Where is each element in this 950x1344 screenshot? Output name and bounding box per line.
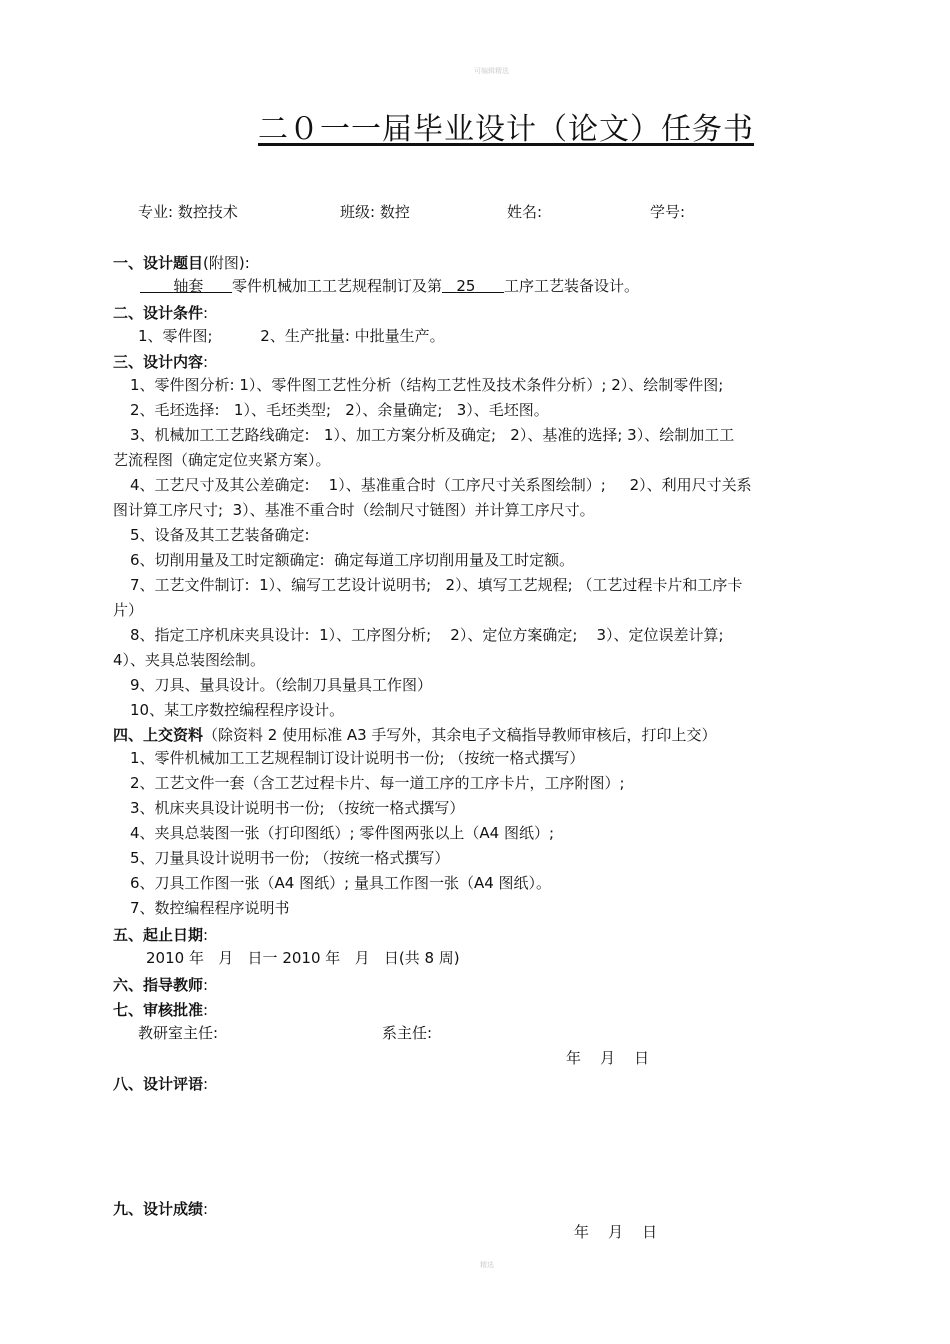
section-8-heading-note: : — [203, 1075, 209, 1093]
section-9-heading-text: 九、设计成绩 — [113, 1200, 204, 1218]
design-topic-line — [140, 274, 639, 299]
content-line-8: 8、指定工序机床夹具设计: 1）、工序图分析; 2）、定位方案确定; 3）、定位误差计算; — [130, 626, 724, 644]
topic-middle: 零件机械加工工艺规程制订及第 — [232, 277, 443, 295]
section-3-heading — [113, 351, 208, 372]
watermark-top: 可编辑精选 — [474, 67, 509, 75]
content-line-7-cont: 片） — [113, 601, 144, 619]
section-6-heading-text: 六、指导教师 — [113, 976, 204, 994]
content-line-5: 5、设备及其工艺装备确定: — [130, 526, 310, 544]
deliverable-line-2: 2、工艺文件一套（含工艺过程卡片、每一道工序的工序卡片，工序附图）; — [130, 774, 625, 792]
content-line-4-cont: 图计算工序尺寸; 3）、基准不重合时（绘制尺寸链图）并计算工序尺寸。 — [113, 501, 595, 519]
section-7-heading-note: : — [203, 1001, 209, 1019]
content-line-4: 4、工艺尺寸及其公差确定: 1）、基准重合时（工序尺寸关系图绘制）; 2）、利用尺寸关系 — [130, 476, 752, 494]
section-2-heading-text: 二、设计条件 — [113, 304, 204, 322]
design-conditions-line: 1、零件图; 2、生产批量: 中批量生产。 — [138, 327, 445, 345]
approval-date: 年 月 日 — [566, 1049, 650, 1067]
dean-signature-label: 系主任: — [382, 1024, 433, 1042]
content-line-7: 7、工艺文件制订: 1）、编写工艺设计说明书; 2）、填写工艺规程; （工艺过程卡片和工序卡 — [130, 576, 743, 594]
section-6-heading-note: : — [203, 976, 209, 994]
content-line-9: 9、刀具、量具设计。（绘制刀具量具工作图） — [130, 676, 433, 694]
deliverable-line-6: 6、刀具工作图一张（A4 图纸）; 量具工作图一张（A4 图纸）。 — [130, 874, 552, 892]
date-range-line: 2010 年 月 日一 2010 年 月 日(共 8 周) — [146, 949, 460, 967]
section-4-heading — [113, 724, 716, 745]
deliverable-line-1: 1、零件机械加工工艺规程制订设计说明书一份; （按统一格式撰写） — [130, 749, 585, 767]
topic-proc-value: 25 — [456, 277, 476, 295]
section-1-heading — [113, 252, 250, 273]
topic-proc-number — [442, 277, 504, 295]
director-signature-label: 教研室主任: — [138, 1024, 219, 1042]
deliverable-line-4: 4、夹具总装图一张（打印图纸）; 零件图两张以上（A4 图纸）; — [130, 824, 554, 842]
section-7-heading-text: 七、审核批准 — [113, 1001, 204, 1019]
section-9-heading-note: : — [203, 1200, 209, 1218]
content-line-2: 2、毛坯选择: 1）、毛坯类型; 2）、余量确定; 3）、毛坯图。 — [130, 401, 549, 419]
section-1-heading-text: 一、设计题目 — [113, 254, 204, 272]
deliverable-line-7: 7、数控编程程序说明书 — [130, 899, 290, 917]
major-field: 专业: 数控技术 — [138, 203, 238, 221]
section-2-heading — [113, 302, 208, 323]
section-4-heading-text: 四、上交资料 — [113, 726, 204, 744]
section-2-heading-note: : — [203, 304, 209, 322]
content-line-8-cont: 4）、夹具总装图绘制。 — [113, 651, 266, 669]
content-line-1: 1、零件图分析: 1）、零件图工艺性分析（结构工艺性及技术条件分析）; 2）、绘制零件图; — [130, 376, 724, 394]
topic-part-name — [140, 277, 232, 295]
content-line-10: 10、某工序数控编程程序设计。 — [130, 701, 345, 719]
document-title: 二０一一届毕业设计（论文）任务书 — [258, 112, 754, 147]
content-line-3-cont: 艺流程图（确定定位夹紧方案）。 — [113, 451, 331, 469]
name-field: 姓名: — [507, 203, 543, 221]
section-6-heading — [113, 974, 208, 995]
student-id-field: 学号: — [650, 203, 686, 221]
section-7-heading — [113, 999, 208, 1020]
section-3-heading-text: 三、设计内容 — [113, 353, 204, 371]
topic-part-value: 轴套 — [173, 277, 204, 295]
content-line-6: 6、切削用量及工时定额确定: 确定每道工序切削用量及工时定额。 — [130, 551, 575, 569]
section-3-heading-note: : — [203, 353, 209, 371]
grade-date: 年 月 日 — [574, 1223, 658, 1241]
section-5-heading-text: 五、起止日期 — [113, 926, 204, 944]
watermark-bottom: 精选 — [480, 1261, 494, 1269]
section-8-heading-text: 八、设计评语 — [113, 1075, 204, 1093]
deliverable-line-5: 5、刀量具设计说明书一份; （按统一格式撰写） — [130, 849, 450, 867]
content-line-3: 3、机械加工工艺路线确定: 1）、加工方案分析及确定; 2）、基准的选择; 3）、绘制加工工 — [130, 426, 735, 444]
section-4-heading-note: （除资料 2 使用标准 A3 手写外，其余电子文稿指导教师审核后，打印上交） — [203, 726, 717, 744]
section-5-heading-note: : — [203, 926, 209, 944]
section-1-heading-note: (附图): — [203, 254, 250, 272]
deliverable-line-3: 3、机床夹具设计说明书一份; （按统一格式撰写） — [130, 799, 465, 817]
section-5-heading — [113, 924, 208, 945]
topic-end: 工序工艺装备设计。 — [504, 277, 640, 295]
section-8-heading — [113, 1073, 208, 1094]
class-field: 班级: 数控 — [340, 203, 410, 221]
section-9-heading — [113, 1198, 208, 1219]
